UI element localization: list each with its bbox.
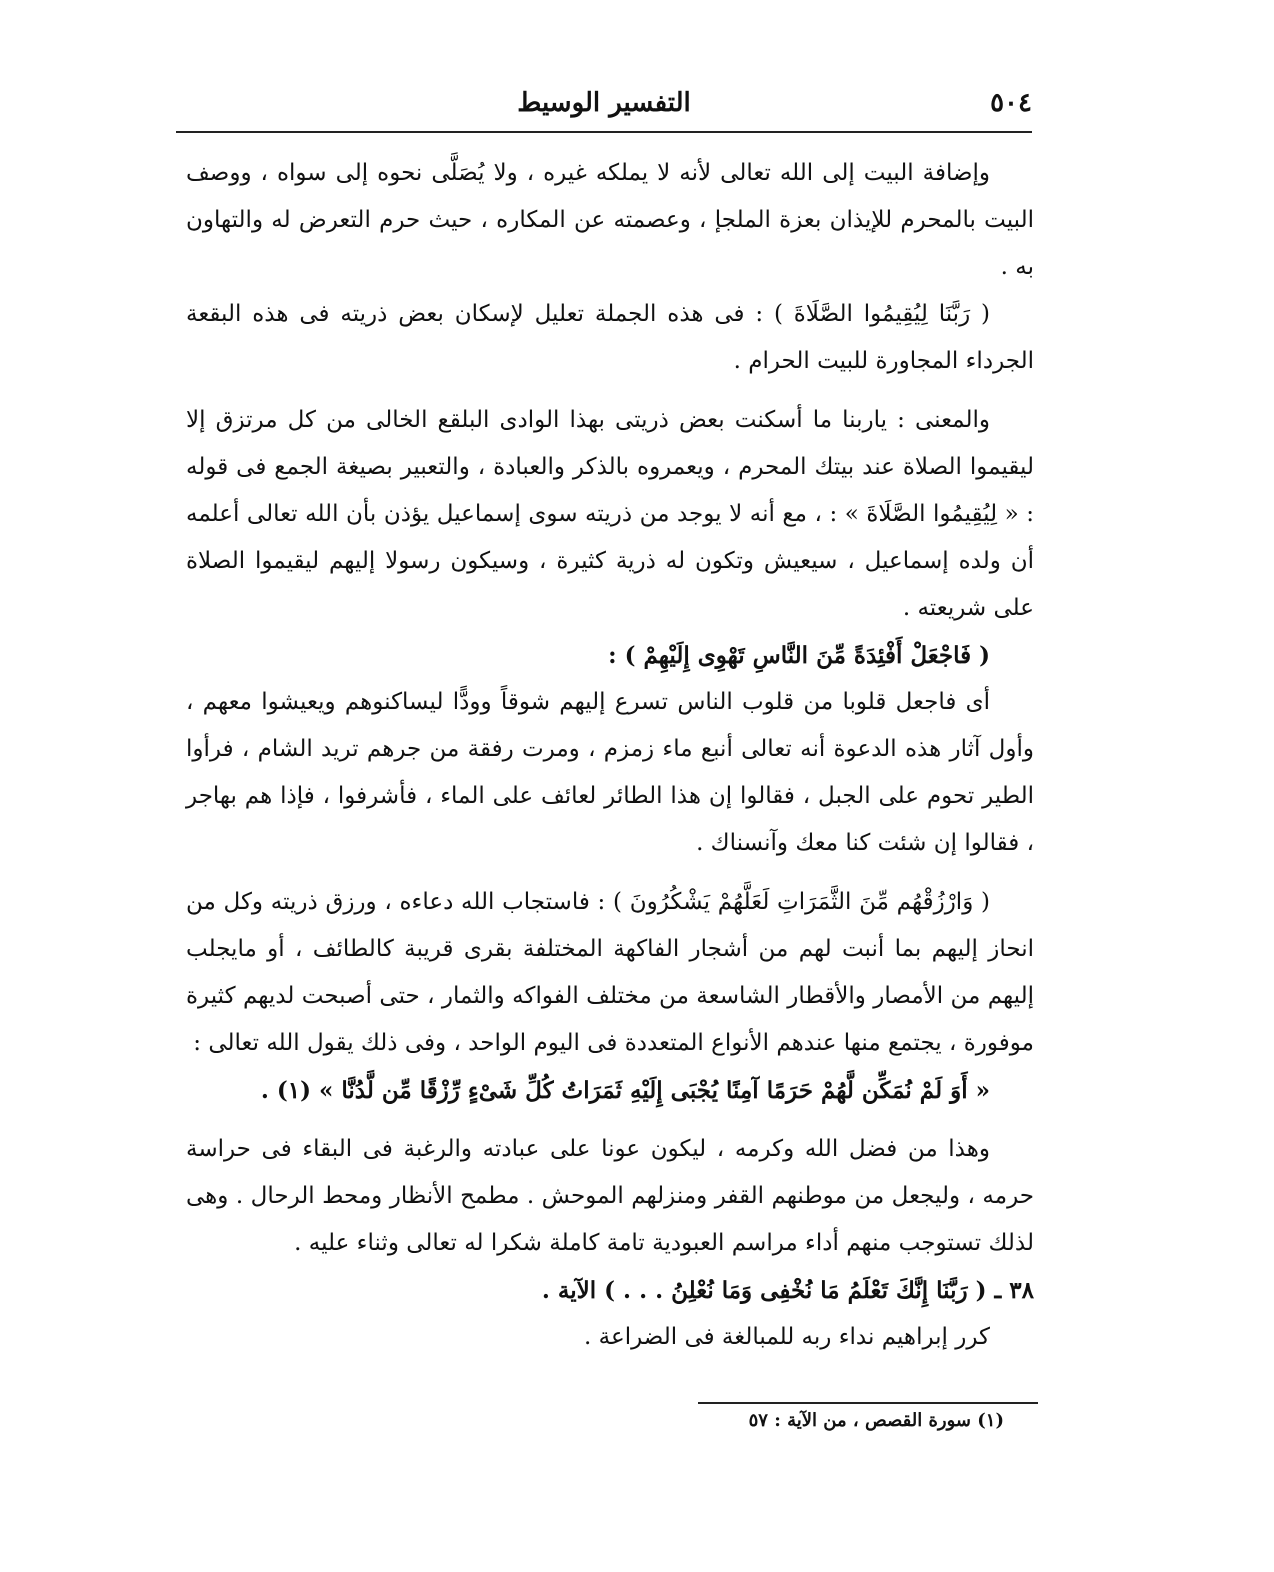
paragraph-provision-fruits: ( وَارْزُقْهُم مِّنَ الثَّمَرَاتِ لَعَلَّهُمْ يَشْكُرُونَ ) : فاستجاب الله دعاءه ، ورزق ذريته وكل من انحاز إليهم بما أنبت لهم من أشجار الفاكهة المختلفة بقرى قريبة كالطائف ، أو مايجلب إليهم من الأمصار والأقطار الشاسعة من مختلف الفواكه والثمار ، حتى أصبحت لديهم كثيرة موفورة ، يجتمع منها عندهم الأنواع المتعددة فى اليوم الواحد ، وفى ذلك يقول الله تعالى : (186, 889, 1034, 1056)
footnote: (١) سورة القصص ، من الآية : ٥٧ (748, 1410, 1004, 1431)
verse-quotation-qasas: « أَوَ لَمْ نُمَكِّن لَّهُمْ حَرَمًا آمِنًا يُجْبَى إِلَيْهِ ثَمَرَاتُ كُلِّ شَىْءٍ رِّزْقًا مِّن لَّدُنَّا » (١) . (260, 1077, 990, 1104)
paragraph-establish-prayer: ( رَبَّنَا لِيُقِيمُوا الصَّلَاةَ ) : فى هذه الجملة تعليل لإسكان بعض ذريته فى هذه البقعة الجرداء المجاورة للبيت الحرام . (186, 301, 1034, 374)
paragraph-house-attribution: وإضافة البيت إلى الله تعالى لأنه لا يملكه غيره ، ولا يُصَلَّى نحوه إلى سواه ، ووصف البيت بالمحرم للإيذان بعزة الملجإ ، وعصمته عن المكاره ، حيث حرم التعرض له والتهاون به . (186, 160, 1034, 280)
paragraph-divine-favor: وهذا من فضل الله وكرمه ، ليكون عونا على عبادته والرغبة فى البقاء فى حراسة حرمه ، وليجعل من موطنهم القفر ومنزلهم الموحش . مطمح الأنظار ومحط الرحال . وهى لذلك تستوجب منهم أداء مراسم العبودية تامة كاملة شكرا له تعالى وثناء عليه . (186, 1136, 1034, 1256)
page-number: ٥٠٤ (990, 88, 1032, 118)
paragraph-repeated-call: كرر إبراهيم نداء ربه للمبالغة فى الضراعة . (584, 1324, 990, 1350)
page-header (176, 82, 1032, 126)
body-text (186, 150, 1034, 1361)
running-title: التفسير الوسيط (517, 88, 691, 118)
header-divider (176, 131, 1032, 133)
verse-hearts-incline: ( فَاجْعَلْ أَفْئِدَةً مِّنَ النَّاسِ تَهْوِى إِلَيْهِمْ ) : (608, 642, 990, 669)
footnote-divider (698, 1402, 1038, 1404)
paragraph-meaning: والمعنى : ياربنا ما أسكنت بعض ذريتى بهذا الوادى البلقع الخالى من كل مرتزق إلا ليقيموا الصلاة عند بيتك المحرم ، ويعمروه بالذكر والعبادة ، والتعبير بصيغة الجمع فى قوله : « لِيُقِيمُوا الصَّلَاةَ » : ، مع أنه لا يوجد من ذريته سوى إسماعيل يؤذن بأن الله تعالى أعلمه أن ولده إسماعيل ، سيعيش وتكون له ذرية كثيرة ، وسيكون رسولا إليهم ليقيموا الصلاة على شريعته . (186, 407, 1034, 621)
verse-38-heading: ٣٨ ـ ( رَبَّنَا إِنَّكَ تَعْلَمُ مَا نُخْفِى وَمَا نُعْلِنُ . . . ) الآية . (541, 1277, 1034, 1304)
paragraph-hearts-explanation: أى فاجعل قلوبا من قلوب الناس تسرع إليهم شوقاً وودًّا ليساكنوهم ويعيشوا معهم ، وأول آثار هذه الدعوة أنه تعالى أنبع ماء زمزم ، ومرت رفقة من جرهم تريد الشام ، فرأوا الطير تحوم على الجبل ، فقالوا إن هذا الطائر لعائف على الماء ، فأشرفوا ، فإذا هم بهاجر ، فقالوا إن شئت كنا معك وآنسناك . (186, 689, 1034, 856)
